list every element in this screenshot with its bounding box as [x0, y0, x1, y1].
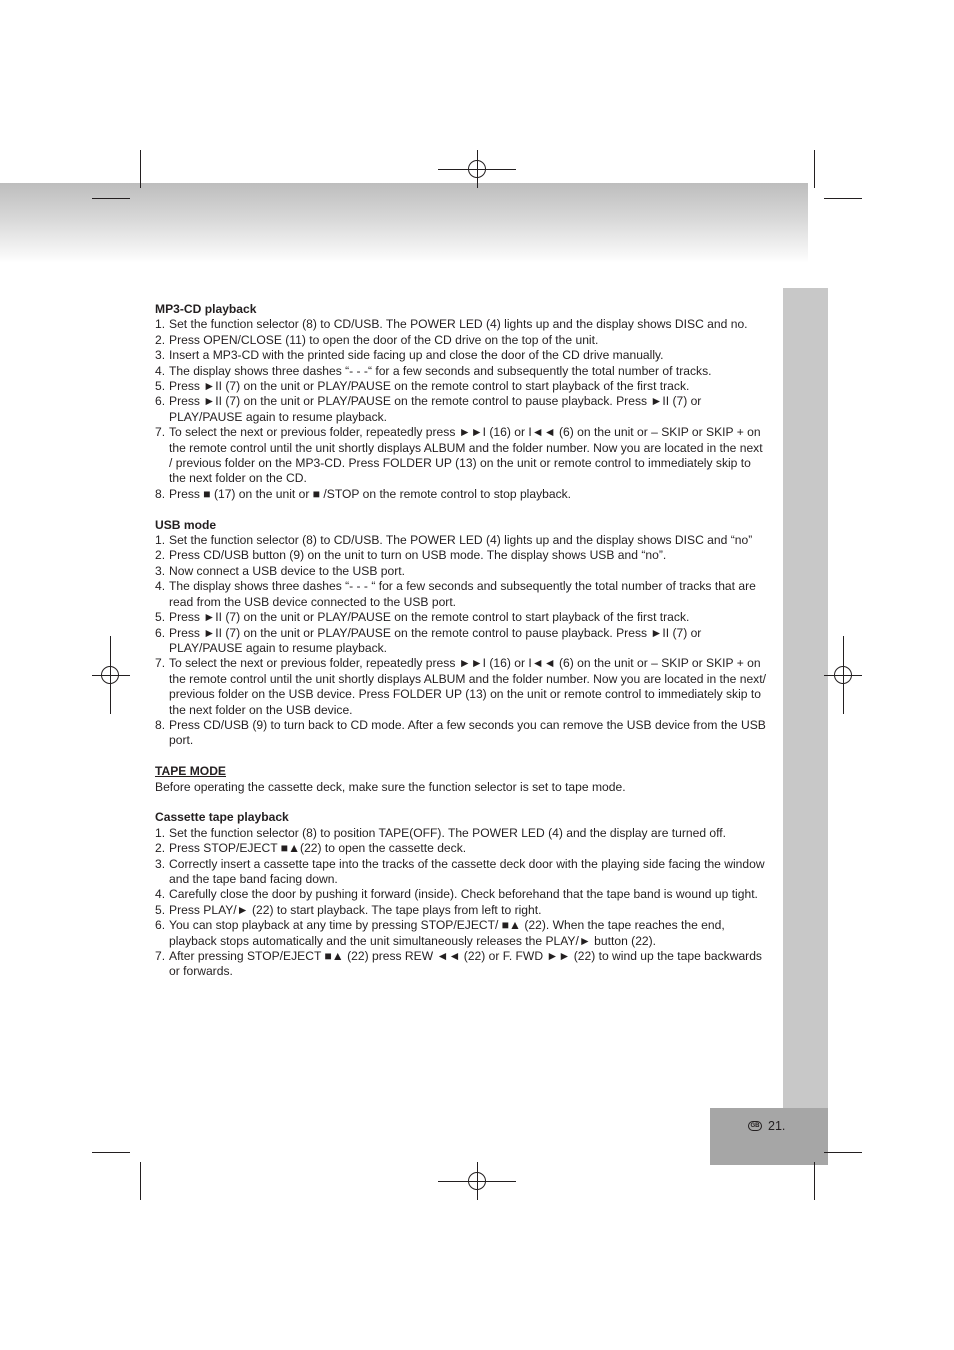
- list-item: 2. Press STOP/EJECT ■▲(22) to open the cassette deck.: [155, 841, 467, 856]
- list-item-text: Press ►II (7) on the unit or PLAY/PAUSE on the remote control to start playback of the first track.: [169, 610, 690, 625]
- side-bar: [783, 288, 828, 1165]
- tape-mode-title: TAPE MODE: [155, 764, 226, 779]
- list-item-text: Press OPEN/CLOSE (11) to open the door of the CD drive on the top of the unit.: [169, 332, 599, 347]
- page-number-tab: [710, 1108, 828, 1165]
- list-item: 6. Press ►II (7) on the unit or PLAY/PAUSE on the remote control to pause playback. Press ►II (7) or PLAY/PAUSE again to resume playback.: [155, 394, 702, 424]
- list-item: 1. Set the function selector (8) to position TAPE(OFF). The POWER LED (4) and the display are turned off.: [155, 825, 727, 840]
- page-number-text: 21.: [768, 1119, 786, 1133]
- page-number: [748, 1119, 785, 1133]
- list-item-text: Press ►II (7) on the unit or PLAY/PAUSE on the remote control to pause playback. Press ►II (7) or PLAY/PAUSE again to resume playback.: [169, 394, 702, 424]
- list-item-text: Set the function selector (8) to CD/USB. The POWER LED (4) lights up and the display shows DISC and no.: [169, 317, 748, 332]
- list-item-text: Press ■ (17) on the unit or ■ /STOP on the remote control to stop playback.: [169, 486, 572, 501]
- list-item-text: Insert a MP3-CD with the printed side facing up and close the door of the CD drive manually.: [169, 348, 664, 363]
- page-content: [155, 302, 767, 980]
- registration-mark-v: [477, 1162, 478, 1200]
- crop-mark: [140, 150, 141, 188]
- list-item: 1. Set the function selector (8) to CD/USB. The POWER LED (4) lights up and the display shows DISC and “no”: [155, 533, 753, 548]
- list-item: 1. Set the function selector (8) to CD/USB. The POWER LED (4) lights up and the display shows DISC and no.: [155, 317, 748, 332]
- crop-mark: [140, 1162, 141, 1200]
- list-item: 7. After pressing STOP/EJECT ■▲ (22) press REW ◄◄ (22) or F. FWD ►► (22) to wind up the tape backwards or forwards.: [155, 949, 762, 979]
- crop-mark: [814, 1162, 815, 1200]
- list-item: 4. The display shows three dashes “- - - “ for a few seconds and subsequently the total number of tracks that are read from the USB device connected to the USB port.: [155, 579, 756, 609]
- list-item-text: The display shows three dashes “- - - “ for a few seconds and subsequently the total number of tracks that are read from the USB device connected to the USB port.: [169, 579, 756, 609]
- list-item: 7. To select the next or previous folder, repeatedly press ►►I (16) or I◄◄ (6) on the unit or – SKIP or SKIP + on the remote control until the unit shortly displays ALBUM and the folder number. Now you are located in the next/ previous folder on the USB device. Press FOLDER UP (13) on the unit or remote control to immediately skip to the next folder on the USB device.: [155, 656, 766, 717]
- crop-mark: [92, 198, 130, 199]
- list-item-text: To select the next or previous folder, repeatedly press ►►I (16) or I◄◄ (6) on the unit or – SKIP or SKIP + on the remote control until the unit shortly displays ALBUM and the folder number. Now you are located in the next/ previous folder on the USB device. Press FOLDER UP (13) on the unit or remote control to immediately skip to the next folder on the USB device.: [169, 656, 766, 717]
- list-item-text: After pressing STOP/EJECT ■▲ (22) press REW ◄◄ (22) or F. FWD ►► (22) to wind up the tape backwards or forwards.: [169, 949, 762, 979]
- list-item: 8. Press ■ (17) on the unit or ■ /STOP on the remote control to stop playback.: [155, 486, 572, 501]
- crop-mark: [824, 1152, 862, 1153]
- list-item: 4. Carefully close the door by pushing it forward (inside). Check beforehand that the tape band is wound up tight.: [155, 887, 758, 902]
- crop-mark: [814, 150, 815, 188]
- list-item-text: Press STOP/EJECT ■▲(22) to open the cassette deck.: [169, 841, 467, 856]
- list-item: 2. Press CD/USB button (9) on the unit to turn on USB mode. The display shows USB and “no”.: [155, 548, 667, 563]
- list-item: 8. Press CD/USB (9) to turn back to CD mode. After a few seconds you can remove the USB device from the USB port.: [155, 717, 766, 748]
- list-item-text: Now connect a USB device to the USB port.: [169, 563, 405, 578]
- list-item-text: Carefully close the door by pushing it forward (inside). Check beforehand that the tape band is wound up tight.: [169, 887, 758, 902]
- usb-section-title: USB mode: [155, 517, 217, 532]
- list-item: 5. Press PLAY/► (22) to start playback. The tape plays from left to right.: [155, 902, 542, 917]
- list-item-text: Press CD/USB (9) to turn back to CD mode. After a few seconds you can remove the USB device from the USB port.: [169, 717, 766, 748]
- list-item: 4. The display shows three dashes “- - -“ for a few seconds and subsequently the total number of tracks.: [155, 363, 712, 378]
- registration-mark-v: [110, 636, 111, 714]
- list-item: 3. Correctly insert a cassette tape into the tracks of the cassette deck door with the playing side facing the window and the tape band facing down.: [155, 856, 765, 886]
- registration-mark-h: [92, 675, 130, 676]
- cassette-steps-list: [155, 826, 767, 980]
- list-item-text: To select the next or previous folder, repeatedly press ►►I (16) or I◄◄ (6) on the unit or – SKIP or SKIP + on the remote control until the unit shortly displays ALBUM and the folder number. Now you are located in the next / previous folder on the MP3-CD. Press FOLDER UP (13) on the unit or remote control to immediately skip to the next folder on the CD.: [169, 425, 763, 486]
- list-item-text: The display shows three dashes “- - -“ for a few seconds and subsequently the total number of tracks.: [169, 363, 712, 378]
- list-item-text: Set the function selector (8) to position TAPE(OFF). The POWER LED (4) and the display are turned off.: [169, 825, 727, 840]
- cassette-section-title: Cassette tape playback: [155, 810, 289, 825]
- list-item: 6. You can stop playback at any time by pressing STOP/EJECT/ ■▲ (22). When the tape reaches the end, playback stops automatically and the unit simultaneously releases the PLAY/► button (22).: [155, 918, 725, 948]
- list-item: 5. Press ►II (7) on the unit or PLAY/PAUSE on the remote control to start playback of the first track.: [155, 379, 690, 394]
- registration-mark-v: [843, 636, 844, 714]
- registration-mark-v: [477, 150, 478, 188]
- list-item-text: Press ►II (7) on the unit or PLAY/PAUSE on the remote control to pause playback. Press ►II (7) or PLAY/PAUSE again to resume playback.: [169, 625, 702, 655]
- list-item: 2. Press OPEN/CLOSE (11) to open the door of the CD drive on the top of the unit.: [155, 332, 599, 347]
- list-item-text: Press ►II (7) on the unit or PLAY/PAUSE on the remote control to start playback of the first track.: [169, 379, 690, 394]
- gb-language-icon: GB: [748, 1121, 762, 1131]
- list-item: 3. Insert a MP3-CD with the printed side facing up and close the door of the CD drive manually.: [155, 348, 664, 363]
- list-item: 5. Press ►II (7) on the unit or PLAY/PAUSE on the remote control to start playback of the first track.: [155, 610, 690, 625]
- crop-mark: [824, 198, 862, 199]
- list-item-text: Press PLAY/► (22) to start playback. The tape plays from left to right.: [169, 902, 542, 917]
- list-item-text: Press CD/USB button (9) on the unit to turn on USB mode. The display shows USB and “no”.: [169, 548, 667, 563]
- list-item-text: You can stop playback at any time by pressing STOP/EJECT/ ■▲ (22). When the tape reaches the end, playback stops automatically and the unit simultaneously releases the PLAY/► button (22).: [169, 918, 725, 948]
- mp3-section-title: MP3-CD playback: [155, 302, 257, 316]
- header-gradient-band: [0, 183, 808, 263]
- crop-mark: [92, 1152, 130, 1153]
- list-item-text: Correctly insert a cassette tape into the tracks of the cassette deck door with the playing side facing the window and the tape band facing down.: [169, 856, 765, 886]
- list-item-text: Set the function selector (8) to CD/USB. The POWER LED (4) lights up and the display shows DISC and “no”: [169, 533, 753, 548]
- list-item: 7. To select the next or previous folder, repeatedly press ►►I (16) or I◄◄ (6) on the unit or – SKIP or SKIP + on the remote control until the unit shortly displays ALBUM and the folder number. Now you are located in the next / previous folder on the MP3-CD. Press FOLDER UP (13) on the unit or remote control to immediately skip to the next folder on the CD.: [155, 425, 763, 486]
- mp3-steps-list: [155, 317, 767, 502]
- tape-mode-intro: Before operating the cassette deck, make sure the function selector is set to tape mode.: [155, 779, 626, 794]
- usb-steps-list: [155, 533, 767, 749]
- list-item: 6. Press ►II (7) on the unit or PLAY/PAUSE on the remote control to pause playback. Press ►II (7) or PLAY/PAUSE again to resume playback.: [155, 625, 702, 655]
- list-item: 3. Now connect a USB device to the USB port.: [155, 563, 405, 578]
